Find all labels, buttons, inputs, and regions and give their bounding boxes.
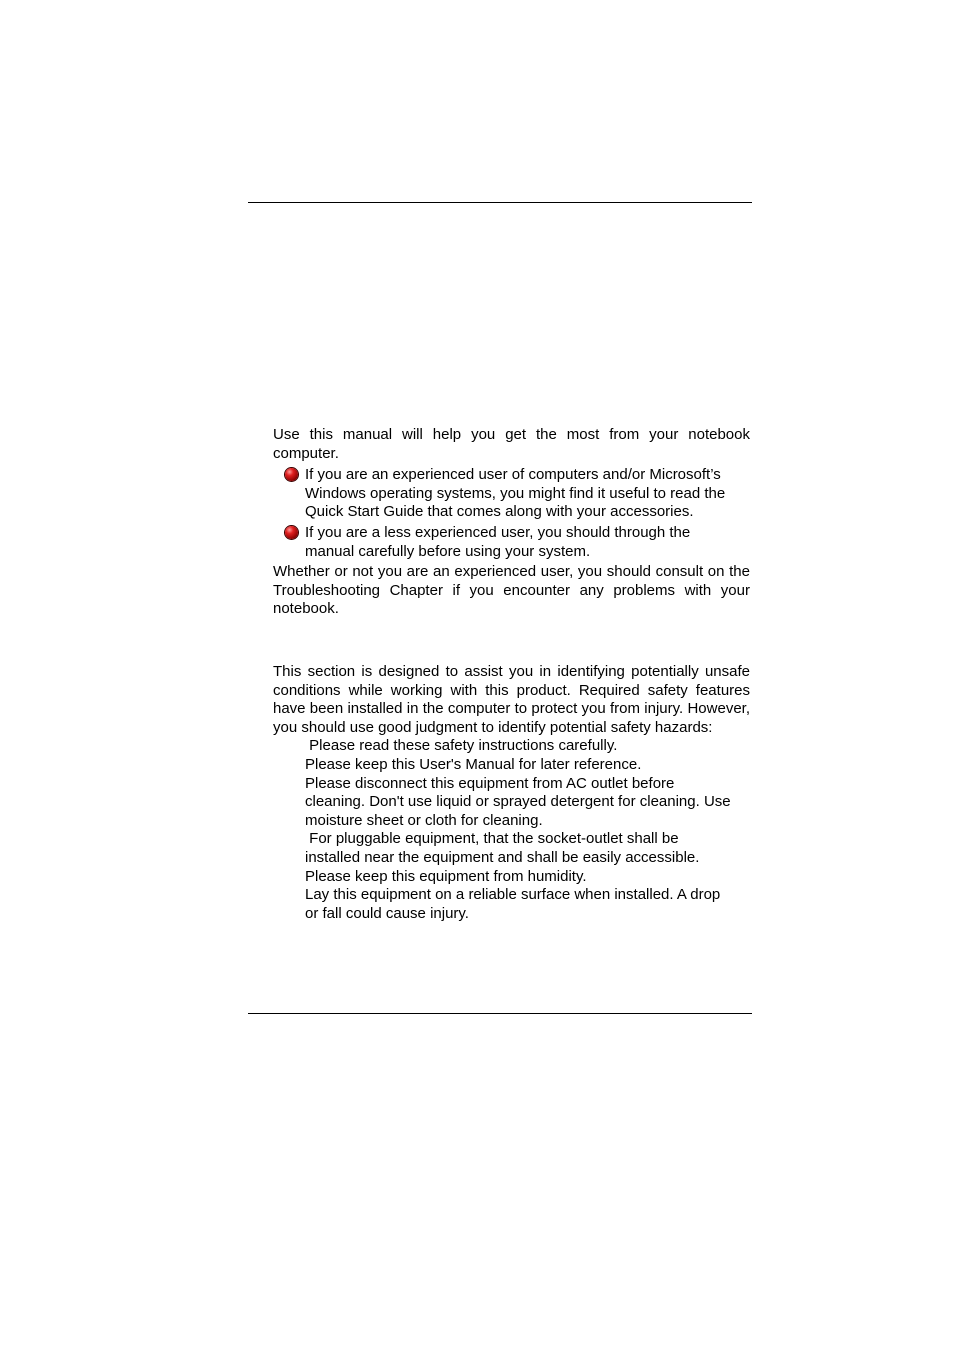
list-item — [273, 466, 750, 522]
safety-section — [273, 663, 750, 923]
list-item — [273, 868, 750, 887]
bullet-text: If you are a less experienced user, you should through the manual carefully before using your system. — [305, 523, 691, 560]
intro-paragraph: Use this manual will help you get the most from your notebook computer. — [273, 426, 750, 462]
red-ball-bullet-icon — [285, 526, 298, 539]
intro-section — [273, 426, 750, 619]
list-item — [273, 775, 750, 831]
safety-item-text: Please disconnect this equipment from AC outlet before cleaning. Don't use liquid or sprayed detergent for cleaning. Use moisture sheet or cloth for cleaning. — [305, 774, 731, 829]
safety-paragraph: This section is designed to assist you in identifying potentially unsafe conditions while working with this product. Required safety features have been installed in the computer to protect you from injury. However, you should use good judgment to identify potential safety hazards: — [273, 663, 750, 736]
header-rule — [248, 202, 752, 203]
safety-instruction-list — [273, 737, 750, 923]
list-item — [273, 737, 750, 756]
intro-closing: Whether or not you are an experienced user, you should consult on the Troubleshooting Chapter if you encounter any problems with your notebook. — [273, 563, 750, 618]
safety-item-text: Lay this equipment on a reliable surface when installed. A drop or fall could cause injury. — [305, 886, 721, 922]
list-item — [273, 524, 750, 561]
red-ball-bullet-icon — [285, 468, 298, 481]
safety-item-text: Please read these safety instructions carefully. — [305, 737, 618, 755]
safety-item-text: Please keep this User's Manual for later reference. — [305, 755, 642, 773]
list-item — [273, 830, 750, 867]
safety-item-text: Please keep this equipment from humidity. — [305, 867, 587, 885]
list-item — [273, 886, 750, 923]
list-item — [273, 756, 750, 775]
bullet-text: If you are an experienced user of computers and/or Microsoft’s Windows operating systems, you might find it useful to read the Quick Start Guide that comes along with your accessories. — [305, 466, 726, 521]
footer-rule — [248, 1013, 752, 1014]
safety-item-text: For pluggable equipment, that the socket-outlet shall be installed near the equipment and shall be easily accessible. — [305, 830, 700, 866]
intro-bullet-list — [273, 466, 750, 561]
